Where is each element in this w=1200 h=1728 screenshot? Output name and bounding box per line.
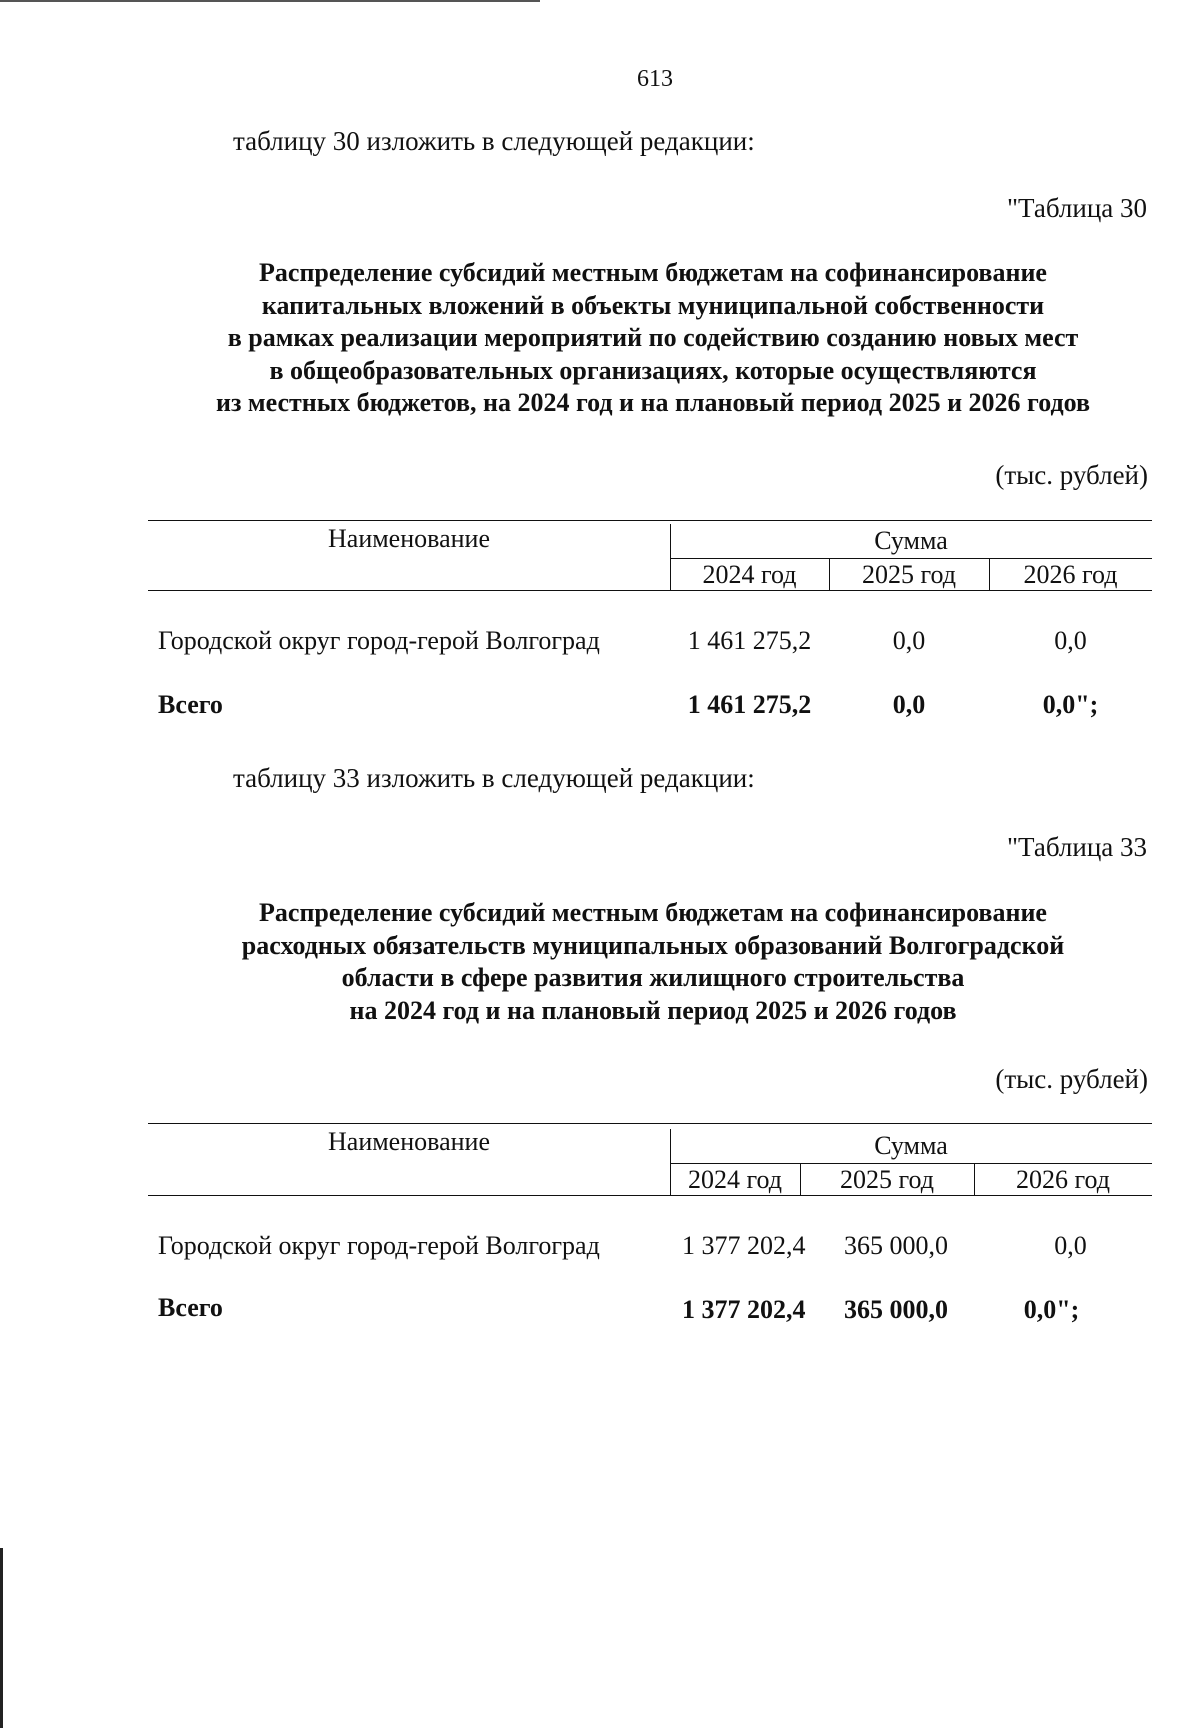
total-value-2024: 1 461 275,2 [687, 690, 812, 719]
sum-header-rule [670, 558, 1152, 559]
row-value-2025: 0,0 [892, 626, 926, 655]
table-title-33 [148, 897, 1158, 1027]
intro-text-table-33: таблицу 33 изложить в следующей редакции: [233, 763, 755, 793]
intro-text-table-30: таблицу 30 изложить в следующей редакции: [233, 126, 755, 156]
distribution-table-30 [148, 520, 1152, 720]
row-value-2026: 0,0 [1054, 626, 1087, 655]
column-header-year: 2025 год [840, 1165, 934, 1194]
page-number: 613 [637, 66, 673, 92]
column-header-sum: Сумма [874, 1131, 948, 1160]
units-label: (тыс. рублей) [995, 460, 1148, 490]
total-label: Всего [158, 1293, 223, 1322]
table-label-30: "Таблица 30 [1007, 193, 1147, 223]
column-header-name: Наименование [328, 524, 490, 553]
column-header-name: Наименование [328, 1127, 490, 1156]
row-value-2024: 1 461 275,2 [687, 626, 812, 655]
column-header-year: 2024 год [702, 560, 797, 589]
title-line: в рамках реализации мероприятий по содействию созданию новых мест [227, 323, 1079, 352]
row-name: Городской округ город-герой Волгоград [158, 626, 600, 655]
scan-edge-top [0, 0, 540, 2]
title-line: Распределение субсидий местным бюджетам на софинансирование [259, 258, 1047, 287]
table-label-33: "Таблица 33 [1007, 832, 1147, 862]
row-name: Городской округ город-герой Волгоград [158, 1231, 600, 1260]
title-line: расходных обязательств муниципальных образований Волгоградской [241, 930, 1065, 960]
total-value-2026: 0,0"; [1023, 1295, 1080, 1324]
row-value-2025: 365 000,0 [844, 1231, 948, 1260]
title-line: области в сфере развития жилищного строительства [341, 963, 965, 992]
column-header-year: 2026 год [1023, 560, 1118, 589]
column-header-year: 2025 год [862, 560, 956, 589]
title-line: на 2024 год и на плановый период 2025 и 2026 годов [349, 995, 957, 1025]
header-bottom-rule [148, 1195, 1152, 1196]
table-top-rule [148, 1123, 1152, 1124]
distribution-table-33 [148, 1123, 1152, 1323]
column-header-sum: Сумма [874, 526, 948, 555]
scan-edge-left [0, 1548, 3, 1728]
total-value-2025: 0,0 [892, 690, 926, 719]
total-value-2026: 0,0"; [1042, 690, 1099, 719]
column-header-year: 2026 год [1016, 1165, 1110, 1194]
row-value-2026: 0,0 [1054, 1231, 1087, 1260]
table-top-rule [148, 520, 1152, 521]
row-value-2024: 1 377 202,4 [682, 1231, 806, 1260]
total-label: Всего [158, 690, 223, 719]
title-line: в общеобразовательных организациях, которые осуществляются [269, 355, 1037, 385]
title-line: из местных бюджетов, на 2024 год и на плановый период 2025 и 2026 годов [215, 388, 1091, 417]
total-value-2025: 365 000,0 [844, 1295, 948, 1324]
title-line: Распределение субсидий местным бюджетам на софинансирование [259, 898, 1047, 927]
table-title-30 [148, 257, 1158, 420]
sum-header-rule [670, 1163, 1152, 1164]
header-bottom-rule [148, 590, 1152, 591]
title-line: капитальных вложений в объекты муниципальной собственности [261, 290, 1045, 320]
column-header-year: 2024 год [688, 1165, 782, 1194]
total-value-2024: 1 377 202,4 [682, 1295, 806, 1324]
units-label: (тыс. рублей) [995, 1064, 1148, 1094]
